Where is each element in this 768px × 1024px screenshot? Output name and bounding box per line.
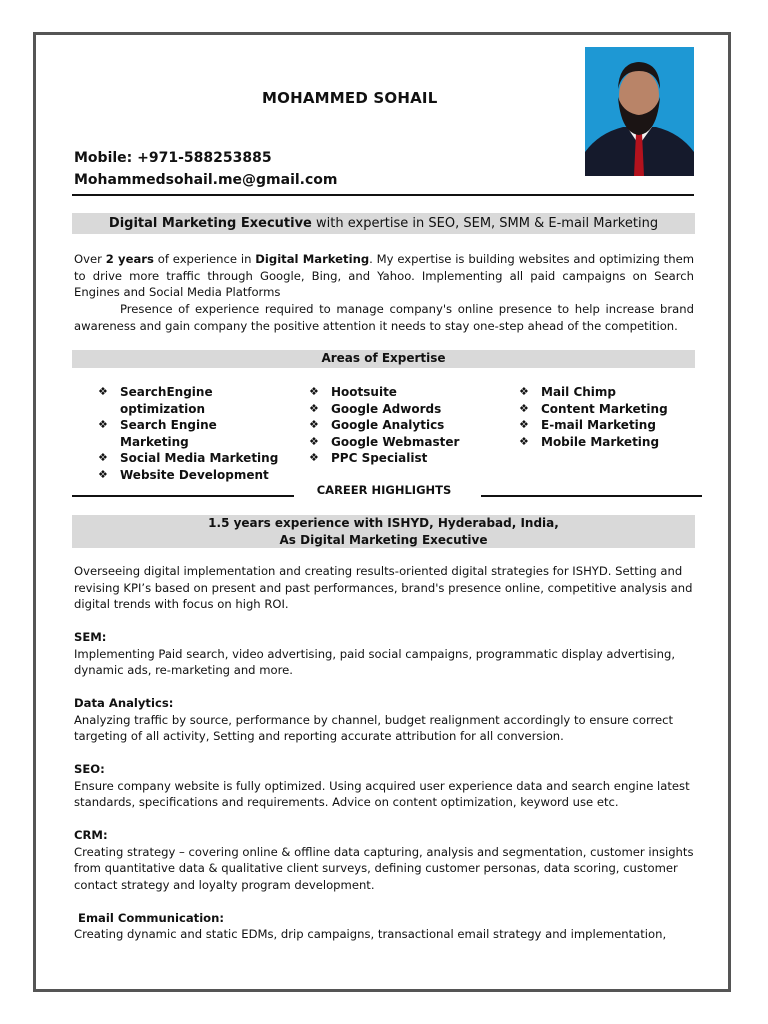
diamond-bullet-icon: ❖ [519, 434, 529, 448]
career-section [74, 910, 694, 943]
expertise-label: Google Webmaster [331, 434, 460, 449]
expertise-item [309, 450, 499, 467]
expertise-item [519, 417, 689, 434]
diamond-bullet-icon: ❖ [98, 385, 108, 398]
expertise-label: Google Analytics [331, 418, 445, 432]
job-employer: 1.5 years experience with ISHYD, Hyderabad, India, [208, 516, 559, 530]
expertise-label: Website Development [120, 467, 269, 482]
job-title-bar [72, 515, 695, 548]
expertise-label: Mobile Marketing [541, 434, 660, 449]
expertise-item [98, 417, 288, 450]
expertise-label: SearchEngine optimization [120, 385, 213, 416]
diamond-bullet-icon: ❖ [309, 401, 319, 415]
expertise-item [309, 401, 499, 418]
expertise-item [309, 434, 499, 451]
section-text: Ensure company website is fully optimized. Using acquired user experience data and search engine latest standards, specifications and requirements. Advice on content optimization, keyword use etc. [74, 778, 690, 809]
mobile-number: Mobile: +971-588253885 [74, 150, 272, 166]
title-bar [72, 213, 695, 234]
summary-text: of experience in [153, 252, 256, 266]
expertise-item [519, 434, 689, 451]
summary-paragraph-2: Presence of experience required to manage company's online presence to help increase brand awareness and gain company the positive attention it needs to stay one-step ahead of the competition. [74, 302, 694, 333]
expertise-column-3 [519, 384, 689, 450]
profile-photo [585, 47, 694, 176]
section-heading: Email Communication: [74, 910, 225, 925]
expertise-item [309, 417, 499, 434]
candidate-name: MOHAMMED SOHAIL [262, 89, 438, 107]
summary-field: Digital Marketing [255, 252, 370, 266]
expertise-label: Search Engine Marketing [120, 418, 217, 449]
diamond-bullet-icon: ❖ [519, 401, 529, 415]
expertise-item [309, 384, 499, 401]
email-address: Mohammedsohail.me@gmail.com [74, 172, 338, 188]
career-rule-right [481, 495, 702, 497]
diamond-bullet-icon: ❖ [309, 418, 319, 431]
career-rule-left [72, 495, 294, 497]
career-section [74, 629, 694, 679]
expertise-item [98, 467, 288, 484]
title-bar-expertise: with expertise in SEO, SEM, SMM & E-mail Marketing [311, 216, 659, 231]
expertise-item [519, 401, 689, 418]
section-heading: Data Analytics: [74, 696, 174, 710]
section-text: Creating strategy – covering online & offline data capturing, analysis and segmentation, customer insights from quantitative data & qualitative client surveys, defining customer personas, data scoring, customer contact strategy and loyalty program development. [74, 844, 694, 892]
expertise-label: Google Adwords [331, 401, 442, 416]
title-bar-role: Digital Marketing Executive [108, 216, 312, 231]
section-heading: SEO: [74, 762, 105, 776]
expertise-column-2 [309, 384, 499, 467]
expertise-label: PPC Specialist [331, 451, 428, 465]
expertise-label: Mail Chimp [541, 385, 616, 399]
career-section [74, 695, 694, 745]
diamond-bullet-icon: ❖ [98, 451, 108, 464]
summary-paragraph [74, 251, 694, 301]
section-heading: CRM: [74, 828, 108, 842]
job-role: As Digital Marketing Executive [279, 532, 488, 547]
summary-text: . My expertise is building websites and optimizing them to drive more traffic through Google, Bing, and Yahoo. Implementing all paid campaigns on Search Engines and Social Media Platforms [74, 252, 695, 299]
career-section [74, 761, 694, 811]
section-text: Implementing Paid search, video advertising, paid social campaigns, programmatic display advertising, dynamic ads, re-marketing and more. [74, 646, 676, 677]
diamond-bullet-icon: ❖ [519, 385, 529, 398]
section-text: Analyzing traffic by source, performance by channel, budget realignment accordingly to ensure correct targeting of all activity, Setting and reporting accurate attribution for all conversion. [74, 712, 674, 743]
expertise-item [519, 384, 689, 401]
career-intro: Overseeing digital implementation and creating results-oriented digital strategies for ISHYD. Setting and revising KPI’s based on present and past performances, brand's presence online, competitive analysis and digital trends with focus on high ROI. [74, 564, 693, 611]
expertise-label: Hootsuite [331, 385, 397, 399]
expertise-column-1 [98, 384, 288, 483]
diamond-bullet-icon: ❖ [98, 467, 108, 481]
career-highlights-heading: CAREER HIGHLIGHTS [316, 483, 452, 497]
section-heading: SEM: [74, 630, 107, 644]
diamond-bullet-icon: ❖ [309, 451, 319, 464]
header-divider [72, 194, 694, 196]
summary-text: Over [74, 252, 106, 266]
expertise-label: Social Media Marketing [120, 451, 279, 465]
expertise-item [98, 384, 288, 417]
expertise-bar: Areas of Expertise [72, 350, 695, 368]
expertise-label: E-mail Marketing [541, 418, 656, 432]
diamond-bullet-icon: ❖ [98, 418, 108, 431]
expertise-label: Content Marketing [541, 401, 668, 416]
career-section [74, 827, 694, 893]
career-sections [74, 629, 694, 959]
section-text: Creating dynamic and static EDMs, drip campaigns, transactional email strategy and implementation, [74, 927, 667, 941]
diamond-bullet-icon: ❖ [309, 385, 319, 398]
expertise-item [98, 450, 288, 467]
diamond-bullet-icon: ❖ [309, 434, 319, 448]
summary-years: 2 years [105, 252, 154, 266]
diamond-bullet-icon: ❖ [519, 418, 529, 431]
